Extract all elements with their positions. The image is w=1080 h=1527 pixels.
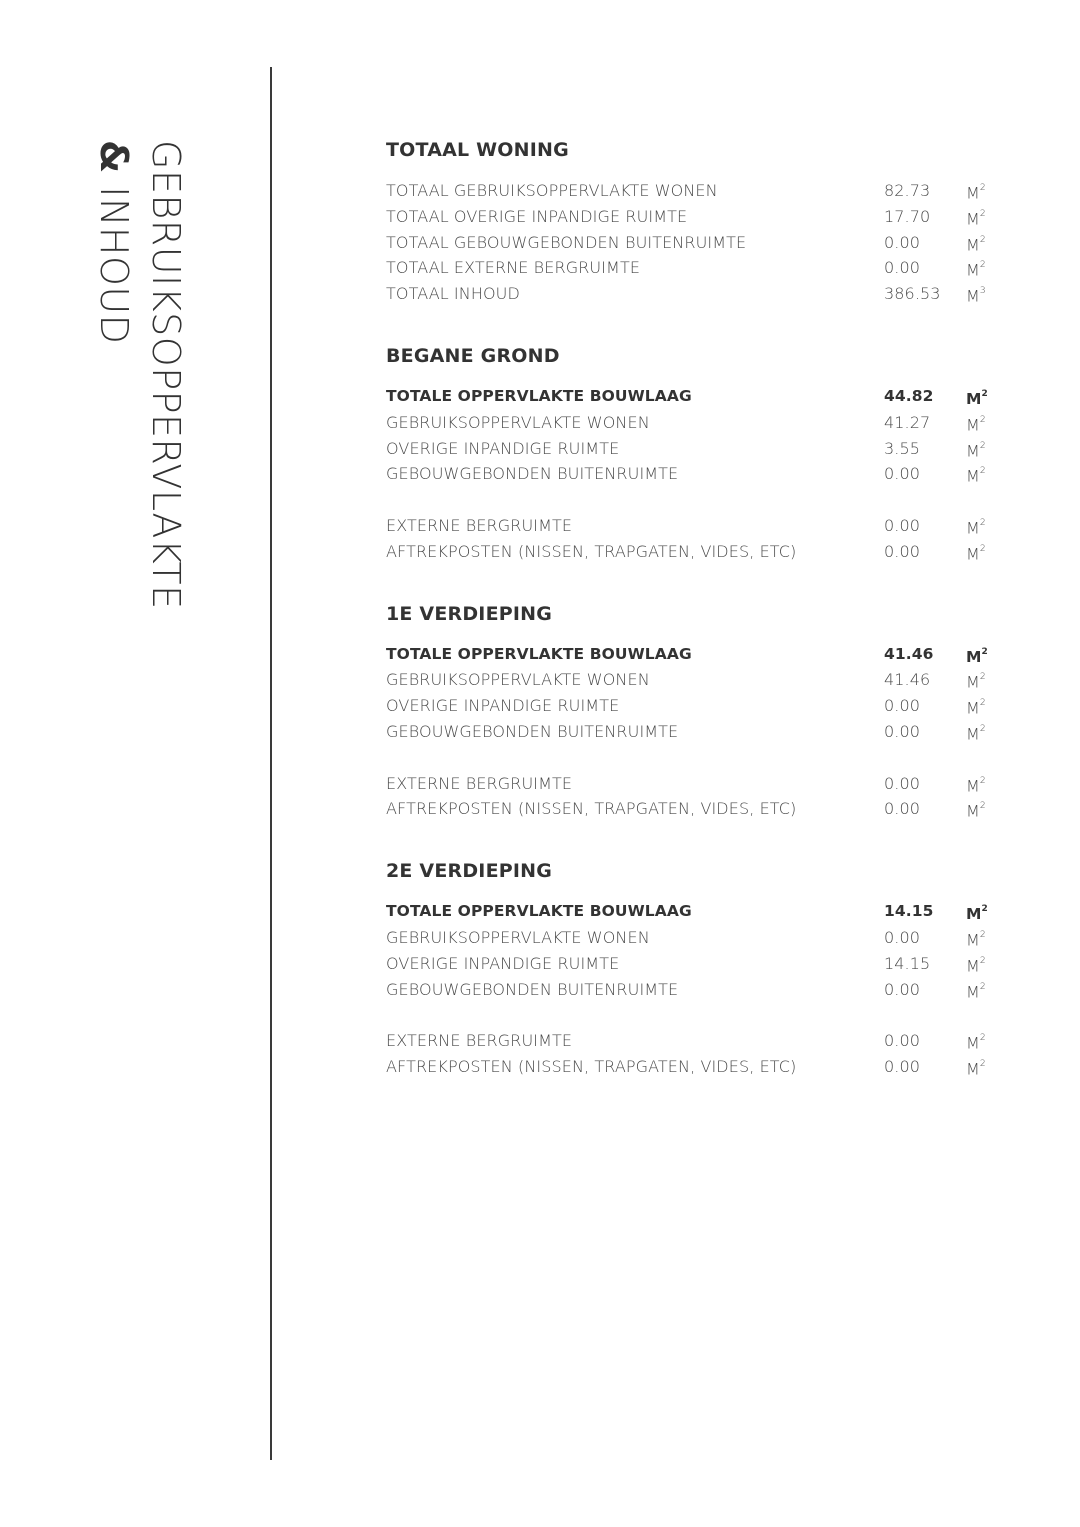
- row-unit: $M^2$: [966, 672, 986, 692]
- row-value: 0.00: [884, 232, 921, 252]
- row-unit: $M^3$: [966, 286, 986, 306]
- row-value: 3.55: [884, 438, 921, 458]
- row-label: OVERIGE INPANDIGE RUIMTE: [386, 696, 620, 716]
- table-row-total: [386, 899, 1006, 925]
- row-unit: $M^2$: [966, 1058, 986, 1079]
- row-value: 0.00: [884, 721, 921, 741]
- table-row-total: [386, 384, 1006, 410]
- row-label: GEBRUIKSOPPERVLAKTE WONEN: [386, 412, 650, 432]
- row-value: 0.00: [884, 541, 921, 561]
- section-1e-verdieping: [386, 601, 1006, 823]
- row-value: 0.00: [884, 696, 921, 716]
- table-row-total: [386, 642, 1006, 668]
- row-label: GEBOUWGEBONDEN BUITENRUIMTE: [386, 721, 679, 741]
- row-unit: $M^2$: [966, 723, 986, 744]
- section-2e-verdieping: [386, 858, 1006, 1080]
- table-row: [386, 436, 1006, 462]
- row-unit: $M^2$: [966, 208, 986, 229]
- table-row: [386, 951, 1006, 977]
- row-unit: $M^2$: [966, 440, 986, 460]
- row-label: AFTREKPOSTEN (NISSEN, TRAPGATEN, VIDES, ETC): [386, 799, 797, 819]
- row-unit: $M^2$: [966, 414, 986, 435]
- section-totaal-woning: [386, 137, 1006, 307]
- row-label: TOTAAL GEBRUIKSOPPERVLAKTE WONEN: [386, 181, 718, 200]
- row-value: 0.00: [884, 979, 921, 999]
- row-unit: $M^2$: [966, 698, 986, 718]
- row-label: TOTAAL EXTERNE BERGRUIMTE: [386, 258, 641, 278]
- table-row: [386, 410, 1006, 436]
- section-begane-grond: [386, 343, 1006, 565]
- row-value: 14.15: [884, 953, 931, 973]
- table-row: [386, 667, 1006, 693]
- row-unit: $M^2$: [966, 183, 986, 203]
- row-label: EXTERNE BERGRUIMTE: [386, 515, 573, 535]
- row-label: TOTALE OPPERVLAKTE BOUWLAAG: [386, 644, 692, 663]
- side-title-line-2: [92, 140, 136, 344]
- row-label: AFTREKPOSTEN (NISSEN, TRAPGATEN, VIDES, ETC): [386, 1056, 797, 1076]
- row-label: AFTREKPOSTEN (NISSEN, TRAPGATEN, VIDES, ETC): [386, 541, 797, 561]
- table-row: [386, 719, 1006, 745]
- row-value: 41.46: [884, 644, 934, 663]
- table-row: [386, 281, 1006, 307]
- row-label: TOTALE OPPERVLAKTE BOUWLAAG: [386, 902, 692, 921]
- area-table: [386, 137, 1006, 1116]
- table-row: [386, 513, 1006, 539]
- row-value: 0.00: [884, 927, 921, 947]
- table-row: [386, 255, 1006, 281]
- table-row: [386, 1054, 1006, 1080]
- row-value: 0.00: [884, 799, 921, 819]
- row-value: 17.70: [884, 206, 931, 226]
- row-value: 0.00: [884, 464, 921, 484]
- row-unit: $M^2$: [966, 904, 988, 924]
- row-unit: $M^2$: [966, 981, 986, 1001]
- row-label: OVERIGE INPANDIGE RUIMTE: [386, 438, 620, 458]
- row-label: OVERIGE INPANDIGE RUIMTE: [386, 953, 620, 973]
- row-unit: $M^2$: [966, 466, 986, 486]
- section-heading: BEGANE GROND: [386, 344, 560, 367]
- row-label: GEBRUIKSOPPERVLAKTE WONEN: [386, 927, 650, 947]
- row-label: TOTAAL OVERIGE INPANDIGE RUIMTE: [386, 206, 688, 226]
- table-row: [386, 1028, 1006, 1054]
- row-value: 41.46: [884, 670, 931, 690]
- row-unit: $M^2$: [966, 517, 986, 538]
- row-unit: $M^2$: [966, 955, 986, 976]
- table-row: [386, 925, 1006, 951]
- row-value: 82.73: [884, 181, 931, 200]
- row-unit: $M^2$: [966, 929, 986, 950]
- side-title-line-2-text: INHOUD: [92, 186, 136, 345]
- row-unit: $M^2$: [966, 775, 986, 795]
- side-title-line-1: GEBRUIKSOPPERVLAKTE: [144, 140, 188, 610]
- row-unit: $M^2$: [966, 543, 986, 564]
- row-label: GEBOUWGEBONDEN BUITENRUIMTE: [386, 979, 679, 999]
- table-row: [386, 771, 1006, 797]
- table-row: [386, 230, 1006, 256]
- row-label: TOTAAL INHOUD: [386, 284, 520, 304]
- row-label: GEBOUWGEBONDEN BUITENRUIMTE: [386, 464, 679, 484]
- section-heading: TOTAAL WONING: [386, 139, 569, 161]
- row-unit: $M^2$: [966, 646, 988, 666]
- row-value: 41.27: [884, 412, 931, 432]
- row-value: 0.00: [884, 515, 921, 535]
- table-row: [386, 178, 1006, 204]
- section-heading: 2E VERDIEPING: [386, 860, 553, 883]
- row-value: 0.00: [884, 773, 921, 793]
- vertical-divider: [270, 67, 272, 1460]
- table-row: [386, 204, 1006, 230]
- row-label: TOTALE OPPERVLAKTE BOUWLAAG: [386, 386, 692, 405]
- row-label: GEBRUIKSOPPERVLAKTE WONEN: [386, 670, 650, 690]
- row-label: EXTERNE BERGRUIMTE: [386, 773, 573, 793]
- row-unit: $M^2$: [966, 260, 986, 280]
- row-value: 44.82: [884, 386, 934, 405]
- row-value: 0.00: [884, 258, 921, 278]
- row-value: 386.53: [884, 284, 941, 304]
- row-unit: $M^2$: [966, 1033, 986, 1053]
- row-value: 14.15: [884, 902, 934, 921]
- row-unit: $M^2$: [966, 388, 988, 409]
- row-unit: $M^2$: [966, 234, 986, 254]
- row-value: 0.00: [884, 1056, 921, 1076]
- row-unit: $M^2$: [966, 801, 986, 821]
- section-heading: 1E VERDIEPING: [386, 602, 553, 625]
- table-row: [386, 693, 1006, 719]
- table-row: [386, 539, 1006, 565]
- table-row: [386, 796, 1006, 822]
- row-label: TOTAAL GEBOUWGEBONDEN BUITENRUIMTE: [386, 232, 747, 252]
- row-value: 0.00: [884, 1031, 921, 1051]
- row-label: EXTERNE BERGRUIMTE: [386, 1031, 573, 1051]
- table-row: [386, 977, 1006, 1003]
- table-row: [386, 461, 1006, 487]
- side-title-ampersand: &: [92, 140, 136, 174]
